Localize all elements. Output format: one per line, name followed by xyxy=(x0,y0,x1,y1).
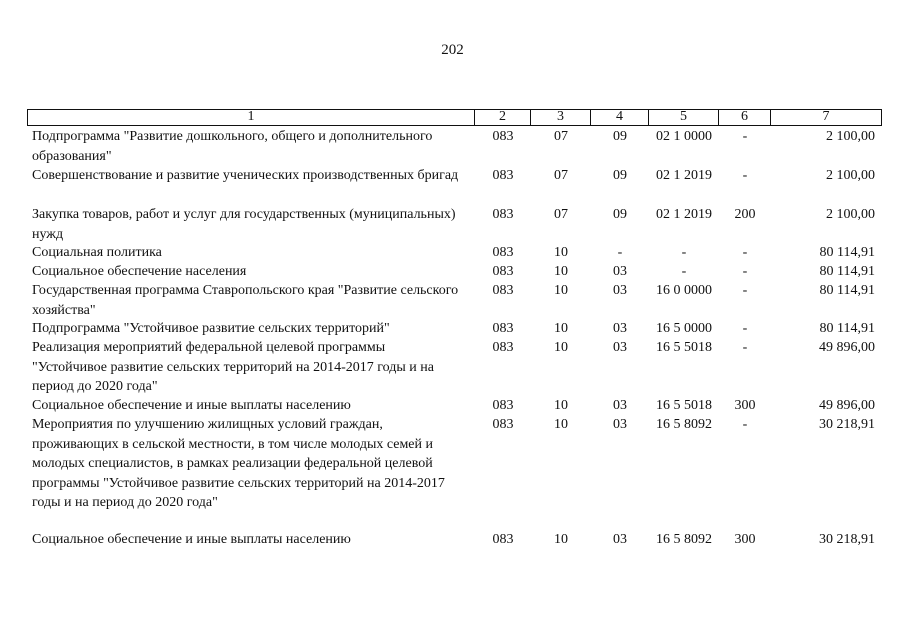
row-amount: 2 100,00 xyxy=(826,207,875,222)
row-ministry-code: 083 xyxy=(492,340,514,355)
row-amount: 30 218,91 xyxy=(819,532,875,547)
row-target-article: 16 5 5018 xyxy=(656,398,712,413)
row-name: Социальное обеспечение населения xyxy=(32,264,247,279)
row-ministry-code: 083 xyxy=(492,417,514,432)
row-amount: 80 114,91 xyxy=(819,321,875,336)
table-header-row xyxy=(27,109,882,126)
row-expense-type: 300 xyxy=(734,398,756,413)
row-section: 07 xyxy=(554,129,568,144)
row-name: Мероприятия по улучшению жилищных условий граждан, проживающих в сельской местности, в том числе молодых семей и молодых специалистов, в рамках реализации федеральной целевой программы "Устойчивое развитие сельских территорий на 2014-2017 годы и на период до 2020 года" xyxy=(32,417,445,510)
row-subsection: 03 xyxy=(613,340,627,355)
row-ministry-code: 083 xyxy=(492,398,514,413)
row-section: 10 xyxy=(554,264,568,279)
row-expense-type: - xyxy=(742,283,748,298)
row-subsection: - xyxy=(617,245,623,260)
row-name: Подпрограмма "Развитие дошкольного, общего и дополнительного образования" xyxy=(32,129,433,164)
row-subsection: 03 xyxy=(613,398,627,413)
row-target-article: 16 5 8092 xyxy=(656,417,712,432)
row-target-article: 16 5 0000 xyxy=(656,321,712,336)
page-number: 202 xyxy=(441,42,464,58)
row-subsection: 09 xyxy=(613,129,627,144)
row-ministry-code: 083 xyxy=(492,245,514,260)
row-target-article: 16 5 8092 xyxy=(656,532,712,547)
row-amount: 49 896,00 xyxy=(819,398,875,413)
row-amount: 80 114,91 xyxy=(819,245,875,260)
row-ministry-code: 083 xyxy=(492,168,514,183)
row-expense-type: - xyxy=(742,417,748,432)
row-section: 10 xyxy=(554,532,568,547)
row-target-article: - xyxy=(681,264,687,279)
column-header-7: 7 xyxy=(770,110,881,125)
row-ministry-code: 083 xyxy=(492,207,514,222)
row-subsection: 03 xyxy=(613,417,627,432)
row-expense-type: - xyxy=(742,321,748,336)
row-subsection: 09 xyxy=(613,168,627,183)
row-subsection: 03 xyxy=(613,321,627,336)
row-name: Государственная программа Ставропольского края "Развитие сельского хозяйства" xyxy=(32,283,459,318)
row-ministry-code: 083 xyxy=(492,321,514,336)
row-expense-type: 300 xyxy=(734,532,756,547)
column-header-1: 1 xyxy=(247,109,255,124)
column-header-4: 4 xyxy=(590,110,648,125)
row-section: 10 xyxy=(554,321,568,336)
row-amount: 30 218,91 xyxy=(819,417,875,432)
column-header-3: 3 xyxy=(530,110,590,125)
row-target-article: - xyxy=(681,245,687,260)
row-name: Подпрограмма "Устойчивое развитие сельских территорий" xyxy=(32,321,390,336)
row-subsection: 03 xyxy=(613,532,627,547)
row-ministry-code: 083 xyxy=(492,264,514,279)
row-expense-type: 200 xyxy=(734,207,756,222)
row-section: 07 xyxy=(554,207,568,222)
column-header-6: 6 xyxy=(718,110,770,125)
row-amount: 80 114,91 xyxy=(819,283,875,298)
row-amount: 2 100,00 xyxy=(826,129,875,144)
row-name: Реализация мероприятий федеральной целевой программы "Устойчивое развитие сельских территорий на 2014-2017 годы и на период до 2020 года" xyxy=(32,340,434,394)
row-target-article: 16 0 0000 xyxy=(656,283,712,298)
column-header-5: 5 xyxy=(648,110,718,125)
row-amount: 49 896,00 xyxy=(819,340,875,355)
row-ministry-code: 083 xyxy=(492,532,514,547)
row-expense-type: - xyxy=(742,340,748,355)
row-section: 10 xyxy=(554,283,568,298)
row-expense-type: - xyxy=(742,168,748,183)
row-section: 10 xyxy=(554,340,568,355)
row-subsection: 09 xyxy=(613,207,627,222)
row-target-article: 02 1 2019 xyxy=(656,168,712,183)
row-name: Совершенствование и развитие ученических производственных бригад xyxy=(32,168,459,183)
row-expense-type: - xyxy=(742,264,748,279)
row-section: 07 xyxy=(554,168,568,183)
row-ministry-code: 083 xyxy=(492,283,514,298)
row-section: 10 xyxy=(554,417,568,432)
row-section: 10 xyxy=(554,398,568,413)
row-amount: 80 114,91 xyxy=(819,264,875,279)
row-name: Социальное обеспечение и иные выплаты населению xyxy=(32,398,351,413)
row-subsection: 03 xyxy=(613,283,627,298)
column-header-2: 2 xyxy=(474,110,530,125)
row-expense-type: - xyxy=(742,245,748,260)
row-ministry-code: 083 xyxy=(492,129,514,144)
row-target-article: 16 5 5018 xyxy=(656,340,712,355)
row-name: Социальное обеспечение и иные выплаты населению xyxy=(32,532,351,547)
row-subsection: 03 xyxy=(613,264,627,279)
row-section: 10 xyxy=(554,245,568,260)
row-expense-type: - xyxy=(742,129,748,144)
row-amount: 2 100,00 xyxy=(826,168,875,183)
row-target-article: 02 1 2019 xyxy=(656,207,712,222)
row-name: Закупка товаров, работ и услуг для государственных (муниципальных) нужд xyxy=(32,207,456,242)
row-target-article: 02 1 0000 xyxy=(656,129,712,144)
row-name: Социальная политика xyxy=(32,245,162,260)
